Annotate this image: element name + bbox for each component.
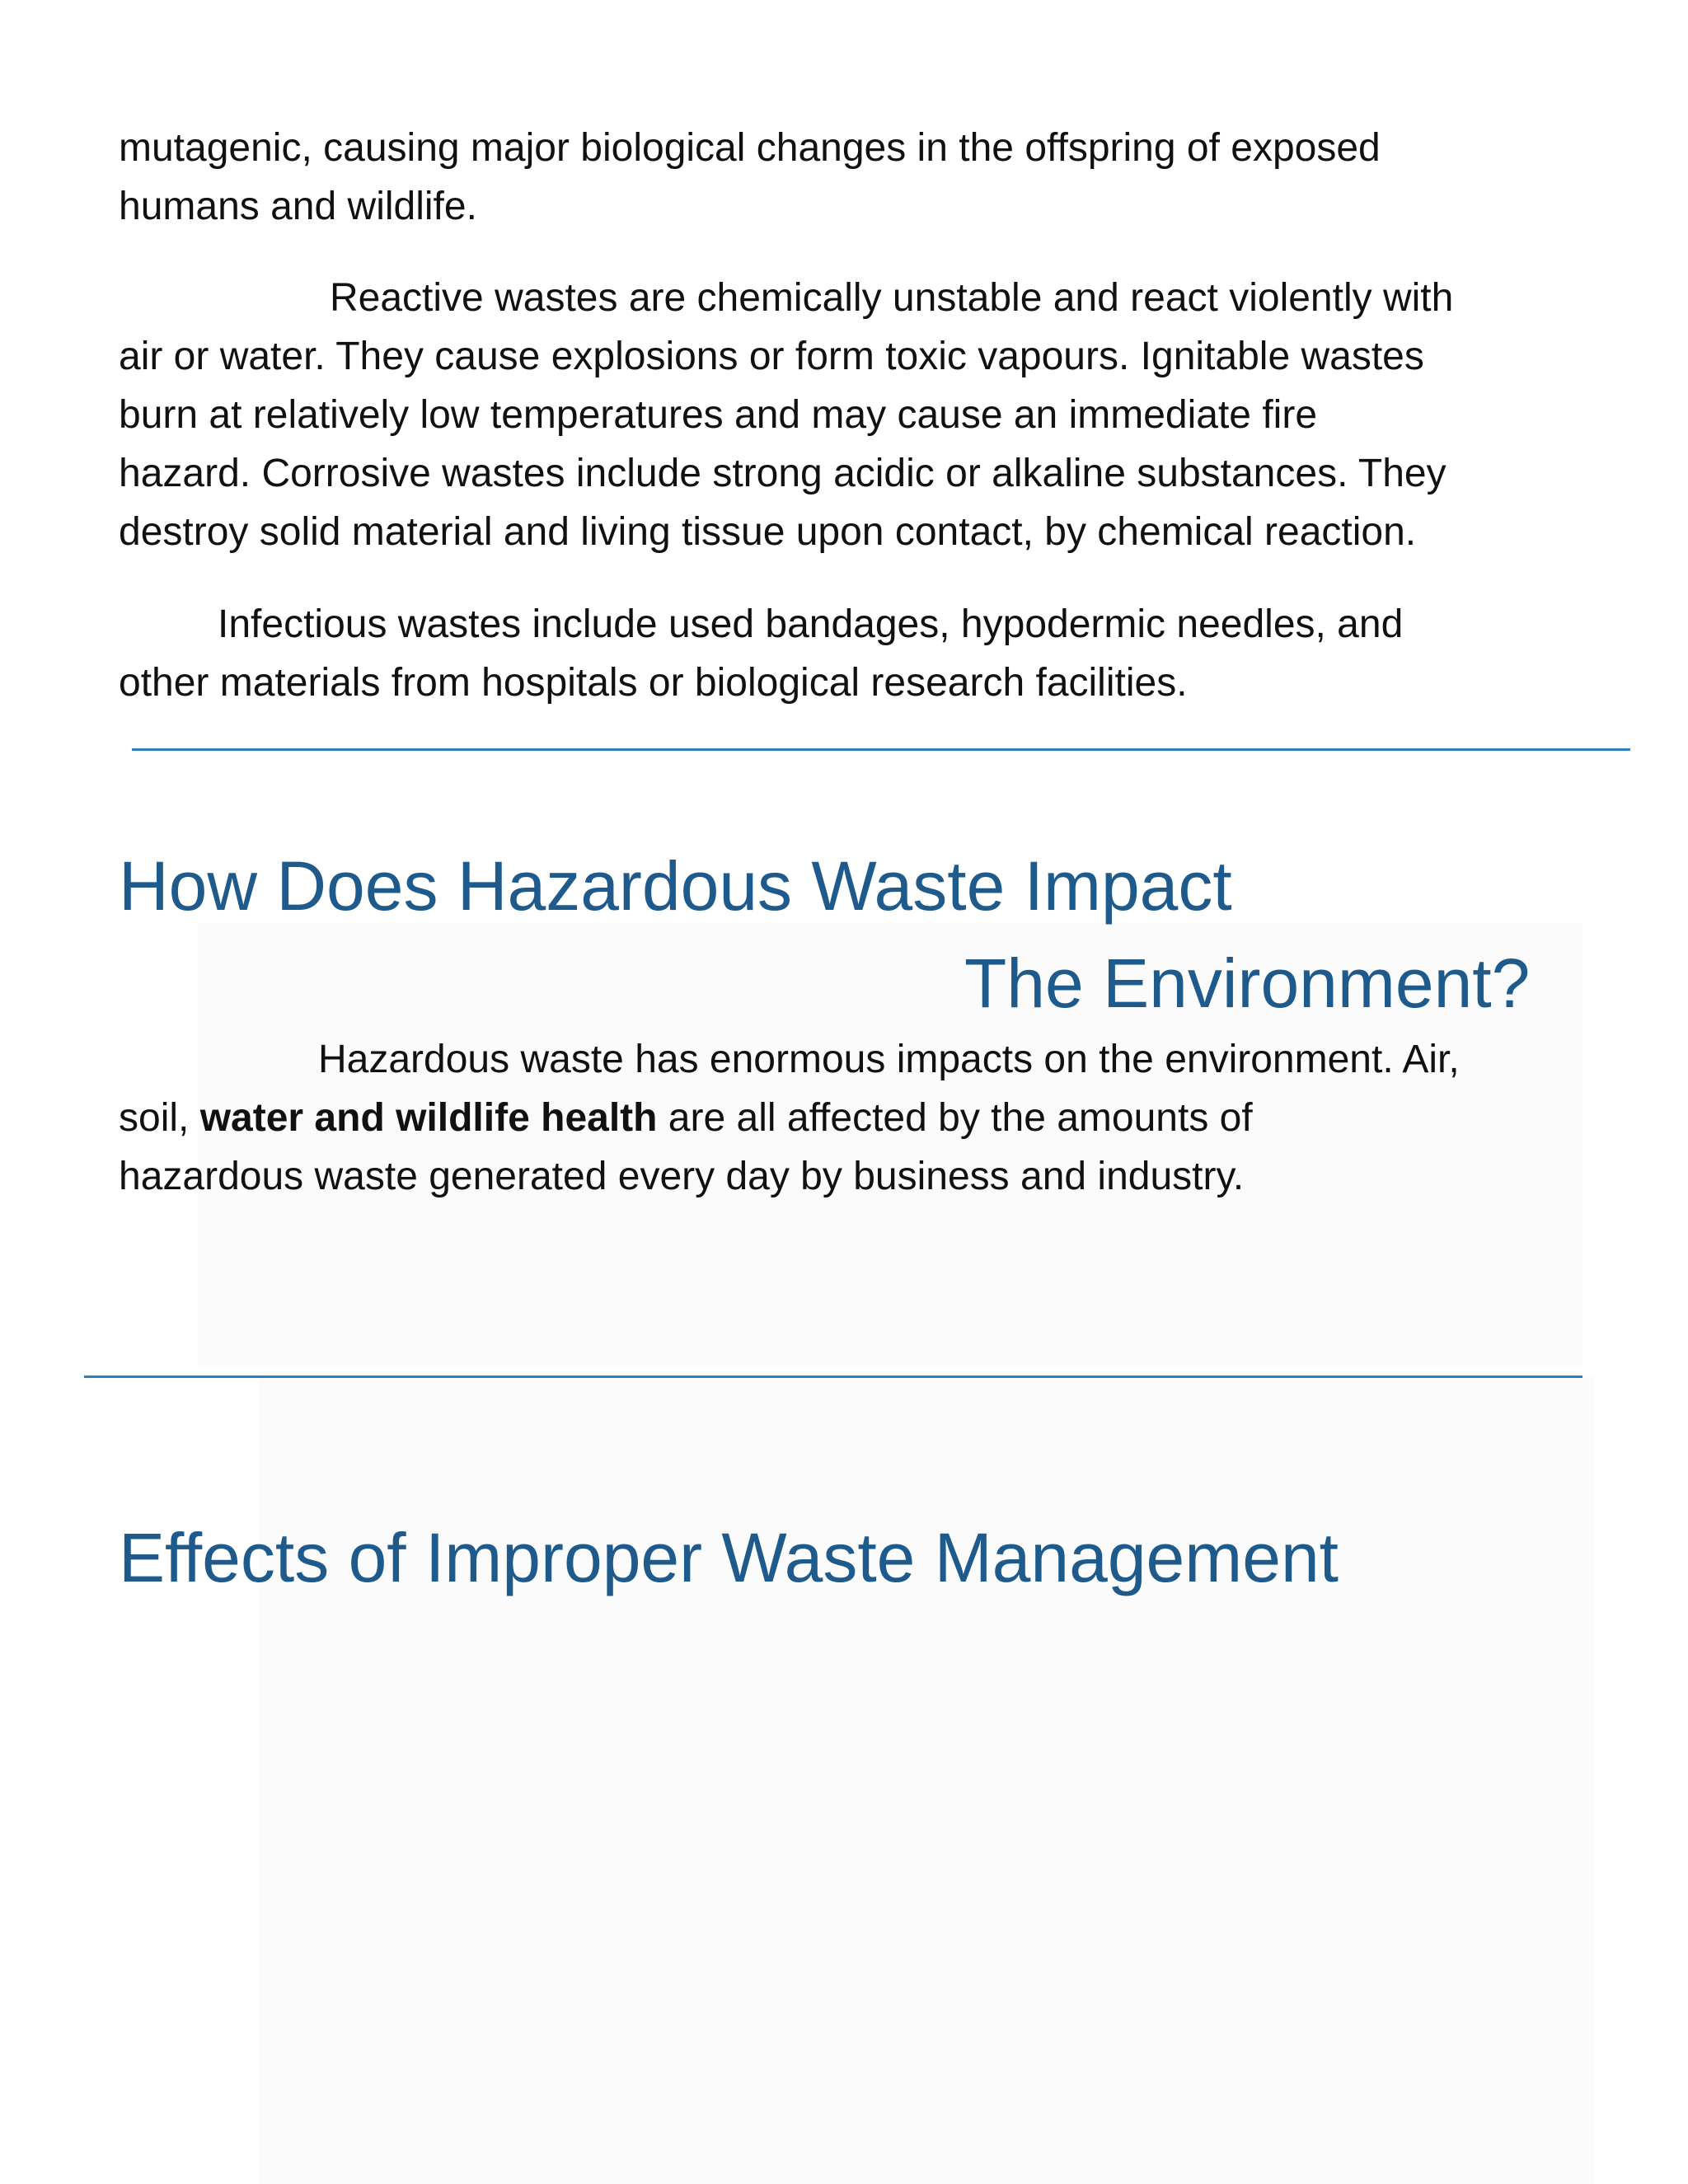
paragraph-infectious-wastes <box>119 595 1586 712</box>
bold-phrase: water and wildlife health <box>199 1096 658 1140</box>
background-panel <box>260 1375 1595 2184</box>
section-heading-effects: Effects of Improper Waste Management <box>119 1519 1339 1596</box>
text-line <box>119 1089 1586 1147</box>
text-line: hazardous waste generated every day by business and industry. <box>119 1155 1245 1198</box>
text-line: mutagenic, causing major biological changes in the offspring of exposed <box>119 126 1381 170</box>
text-line: air or water. They cause explosions or form toxic vapours. Ignitable wastes <box>119 335 1424 378</box>
text-line: Hazardous waste has enormous impacts on the environment. Air, <box>318 1038 1460 1081</box>
text-line: hazard. Corrosive wastes include strong acidic or alkaline substances. They <box>119 452 1447 495</box>
section-heading-impact-continued: The Environment? <box>964 944 1531 1022</box>
text-line: humans and wildlife. <box>119 185 477 228</box>
paragraph-reactive-wastes <box>119 269 1586 561</box>
section-divider <box>84 1376 1582 1378</box>
section-divider <box>132 748 1630 751</box>
paragraph-mutagenic <box>119 119 1586 236</box>
section-heading-impact: How Does Hazardous Waste Impact <box>119 847 1232 925</box>
text-line: Infectious wastes include used bandages, hypodermic needles, and <box>218 602 1404 646</box>
paragraph-environment-impact <box>119 1030 1586 1206</box>
text-line: Reactive wastes are chemically unstable and react violently with <box>330 276 1454 320</box>
text-line: destroy solid material and living tissue upon contact, by chemical reaction. <box>119 510 1417 554</box>
text-line: other materials from hospitals or biological research facilities. <box>119 661 1188 705</box>
text-segment: are all affected by the amounts of <box>657 1096 1253 1140</box>
text-line: burn at relatively low temperatures and may cause an immediate fire <box>119 393 1318 437</box>
text-segment: soil, <box>119 1096 200 1140</box>
